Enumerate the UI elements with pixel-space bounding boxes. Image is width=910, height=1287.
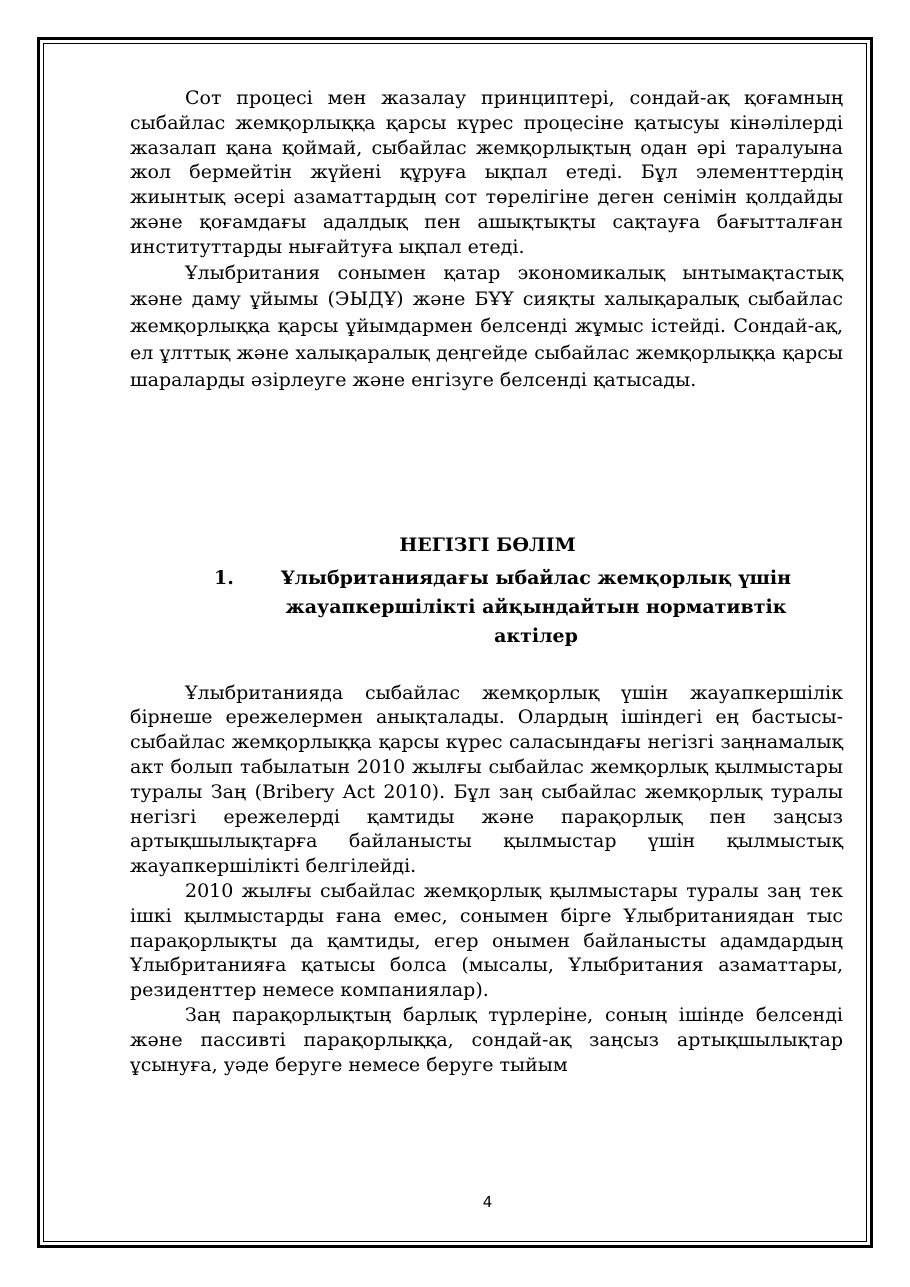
body-paragraph: 2010 жылғы сыбайлас жемқорлық қылмыстары туралы заң тек ішкі қылмыстарды ғана емес, сонымен бірге Ұлыбританиядан тыс парақорлықты да қамтиды, егер онымен байланысты адамдардың Ұлыбританияға қатысы болса (мысалы, Ұлыбритания азаматтары, резиденттер немесе компаниялар). (130, 879, 843, 1002)
spacer (130, 651, 843, 681)
body-paragraph: Сот процесі мен жазалау принциптері, сондай-ақ қоғамның сыбайлас жемқорлыққа қарсы күрес процесіне қатысуы кінәлілерді жазалап қана қоймай, сыбайлас жемқорлықтың одан әрі таралуына жол бермейтін жүйені құруға ықпал етеді. Бұл элементтердің жиынтық әсері азаматтардың сот төрелігіне деген сенімін қолдайды және қоғамдағы адалдық пен ашықтықты сақтауға бағытталған институттарды нығайтуға ықпал етеді. (130, 87, 843, 258)
subsection-title: Ұлыбританиядағы ыбайлас жемқорлық үшін жауапкершілікті айқындайтын нормативтік актілер (280, 566, 792, 647)
body-paragraph: Ұлыбритания сонымен қатар экономикалық ынтымақтастық және даму ұйымы (ЭЫДҰ) және БҰҰ сияқты халықаралық сыбайлас жемқорлыққа қарсы ұйымдармен белсенді жұмыс істейді. Сондай-ақ, ел ұлттық және халықаралық деңгейде сыбайлас жемқорлыққа қарсы шараларды әзірлеуге және енгізуге белсенді қатысады. (130, 261, 843, 391)
section-heading: НЕГІЗГІ БӨЛІМ (399, 533, 576, 556)
body-paragraph: Заң парақорлықтың барлық түрлеріне, соның ішінде белсенді және пассивті парақорлыққа, сондай-ақ заңсыз артықшылықтар ұсынуға, уәде беруге немесе беруге тыйым (130, 1003, 843, 1076)
page-content (130, 86, 843, 1077)
subsection-heading (130, 564, 843, 651)
subsection-number: 1. (214, 566, 234, 589)
page-number: 4 (482, 1193, 493, 1211)
spacer (130, 394, 843, 532)
body-paragraph: Ұлыбританияда сыбайлас жемқорлық үшін жауапкершілік бірнеше ережелермен анықталады. Олардың ішіндегі ең бастысы-сыбайлас жемқорлыққа қарсы күрес саласындағы негізгі заңнамалық акт болып табылатын 2010 жылғы сыбайлас жемқорлық қылмыстары туралы Заң (Bribery Act 2010). Бұл заң сыбайлас жемқорлық туралы негізгі ережелерді қамтиды және парақорлық пен заңсыз артықшылықтарға байланысты қылмыстар үшін қылмыстық жауапкершілікті белгілейді. (130, 681, 843, 878)
